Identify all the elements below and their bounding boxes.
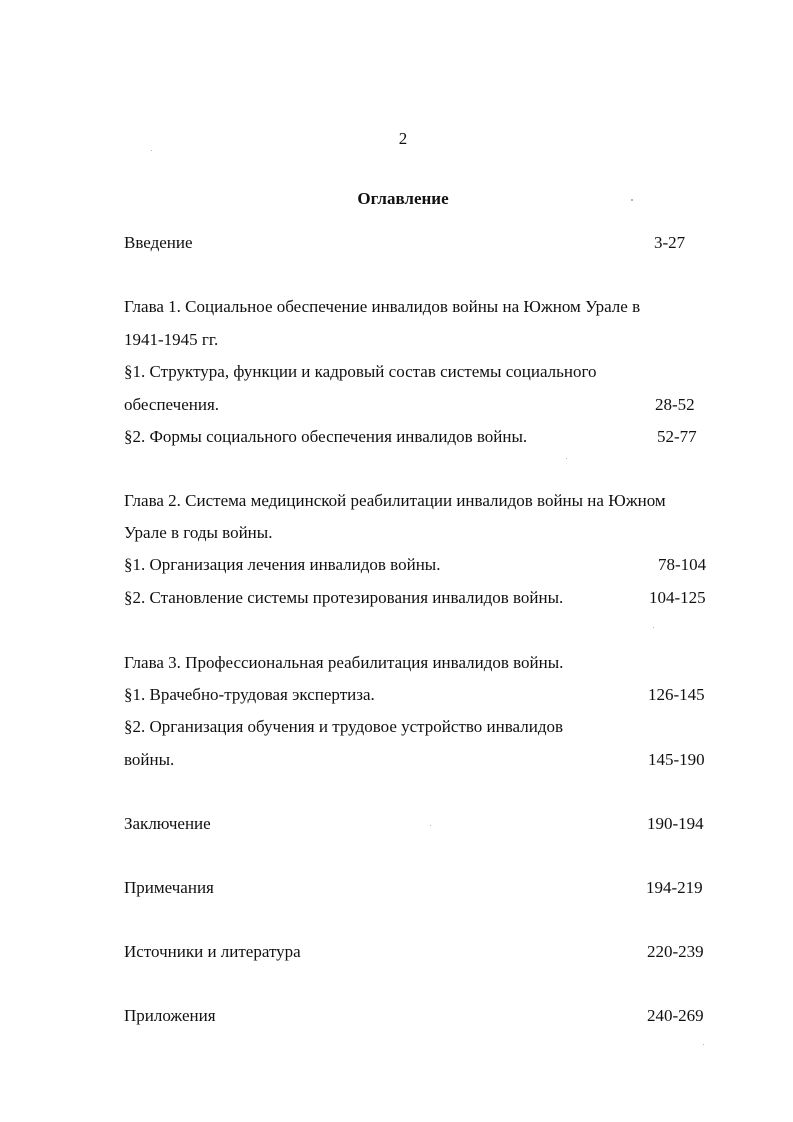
chapter1-section2-pages: 52-77 (657, 427, 697, 446)
chapter3-title-line1: Глава 3. Профессиональная реабилитация инвалидов войны. (124, 653, 564, 672)
chapter1-section1-line2: обеспечения. (124, 395, 220, 414)
toc-conclusion-label: Заключение (124, 814, 211, 833)
toc-intro-label: Введение (124, 233, 193, 252)
chapter3-section1-line1: §1. Врачебно-трудовая экспертиза. (124, 685, 375, 704)
scan-speck (430, 825, 431, 826)
chapter3-section1-pages: 126-145 (648, 685, 705, 704)
scan-speck (631, 199, 633, 201)
toc-sources-label: Источники и литература (124, 942, 301, 961)
toc-appendices-label: Приложения (124, 1006, 216, 1025)
toc-intro-pages: 3-27 (654, 233, 686, 252)
page-number: 2 (398, 129, 408, 148)
scan-speck (151, 150, 152, 151)
toc-heading: Оглавление (357, 189, 449, 208)
chapter1-title-line2: 1941-1945 гг. (124, 330, 219, 349)
chapter1-section1-pages: 28-52 (655, 395, 695, 414)
chapter3-section2-line1: §2. Организация обучения и трудовое устройство инвалидов (124, 717, 563, 736)
scan-speck (653, 627, 654, 628)
chapter1-section2-line1: §2. Формы социального обеспечения инвалидов войны. (124, 427, 528, 446)
chapter1-section1-line1: §1. Структура, функции и кадровый состав системы социального (124, 362, 597, 381)
toc-conclusion-pages: 190-194 (647, 814, 704, 833)
toc-notes-label: Примечания (124, 878, 214, 897)
chapter3-section2-line2: войны. (124, 750, 175, 769)
chapter2-section2-pages: 104-125 (649, 588, 706, 607)
toc-appendices-pages: 240-269 (647, 1006, 704, 1025)
chapter2-section1-line1: §1. Организация лечения инвалидов войны. (124, 555, 441, 574)
scan-speck (566, 458, 567, 459)
toc-sources-pages: 220-239 (647, 942, 704, 961)
toc-notes-pages: 194-219 (646, 878, 703, 897)
chapter2-section2-line1: §2. Становление системы протезирования инвалидов войны. (124, 588, 564, 607)
chapter2-title-line2: Урале в годы войны. (124, 523, 273, 542)
chapter2-section1-pages: 78-104 (658, 555, 707, 574)
chapter1-title-line1: Глава 1. Социальное обеспечение инвалидов войны на Южном Урале в (124, 297, 641, 316)
chapter2-title-line1: Глава 2. Система медицинской реабилитации инвалидов войны на Южном (124, 491, 666, 510)
chapter3-section2-pages: 145-190 (648, 750, 705, 769)
scan-speck (703, 1044, 704, 1045)
